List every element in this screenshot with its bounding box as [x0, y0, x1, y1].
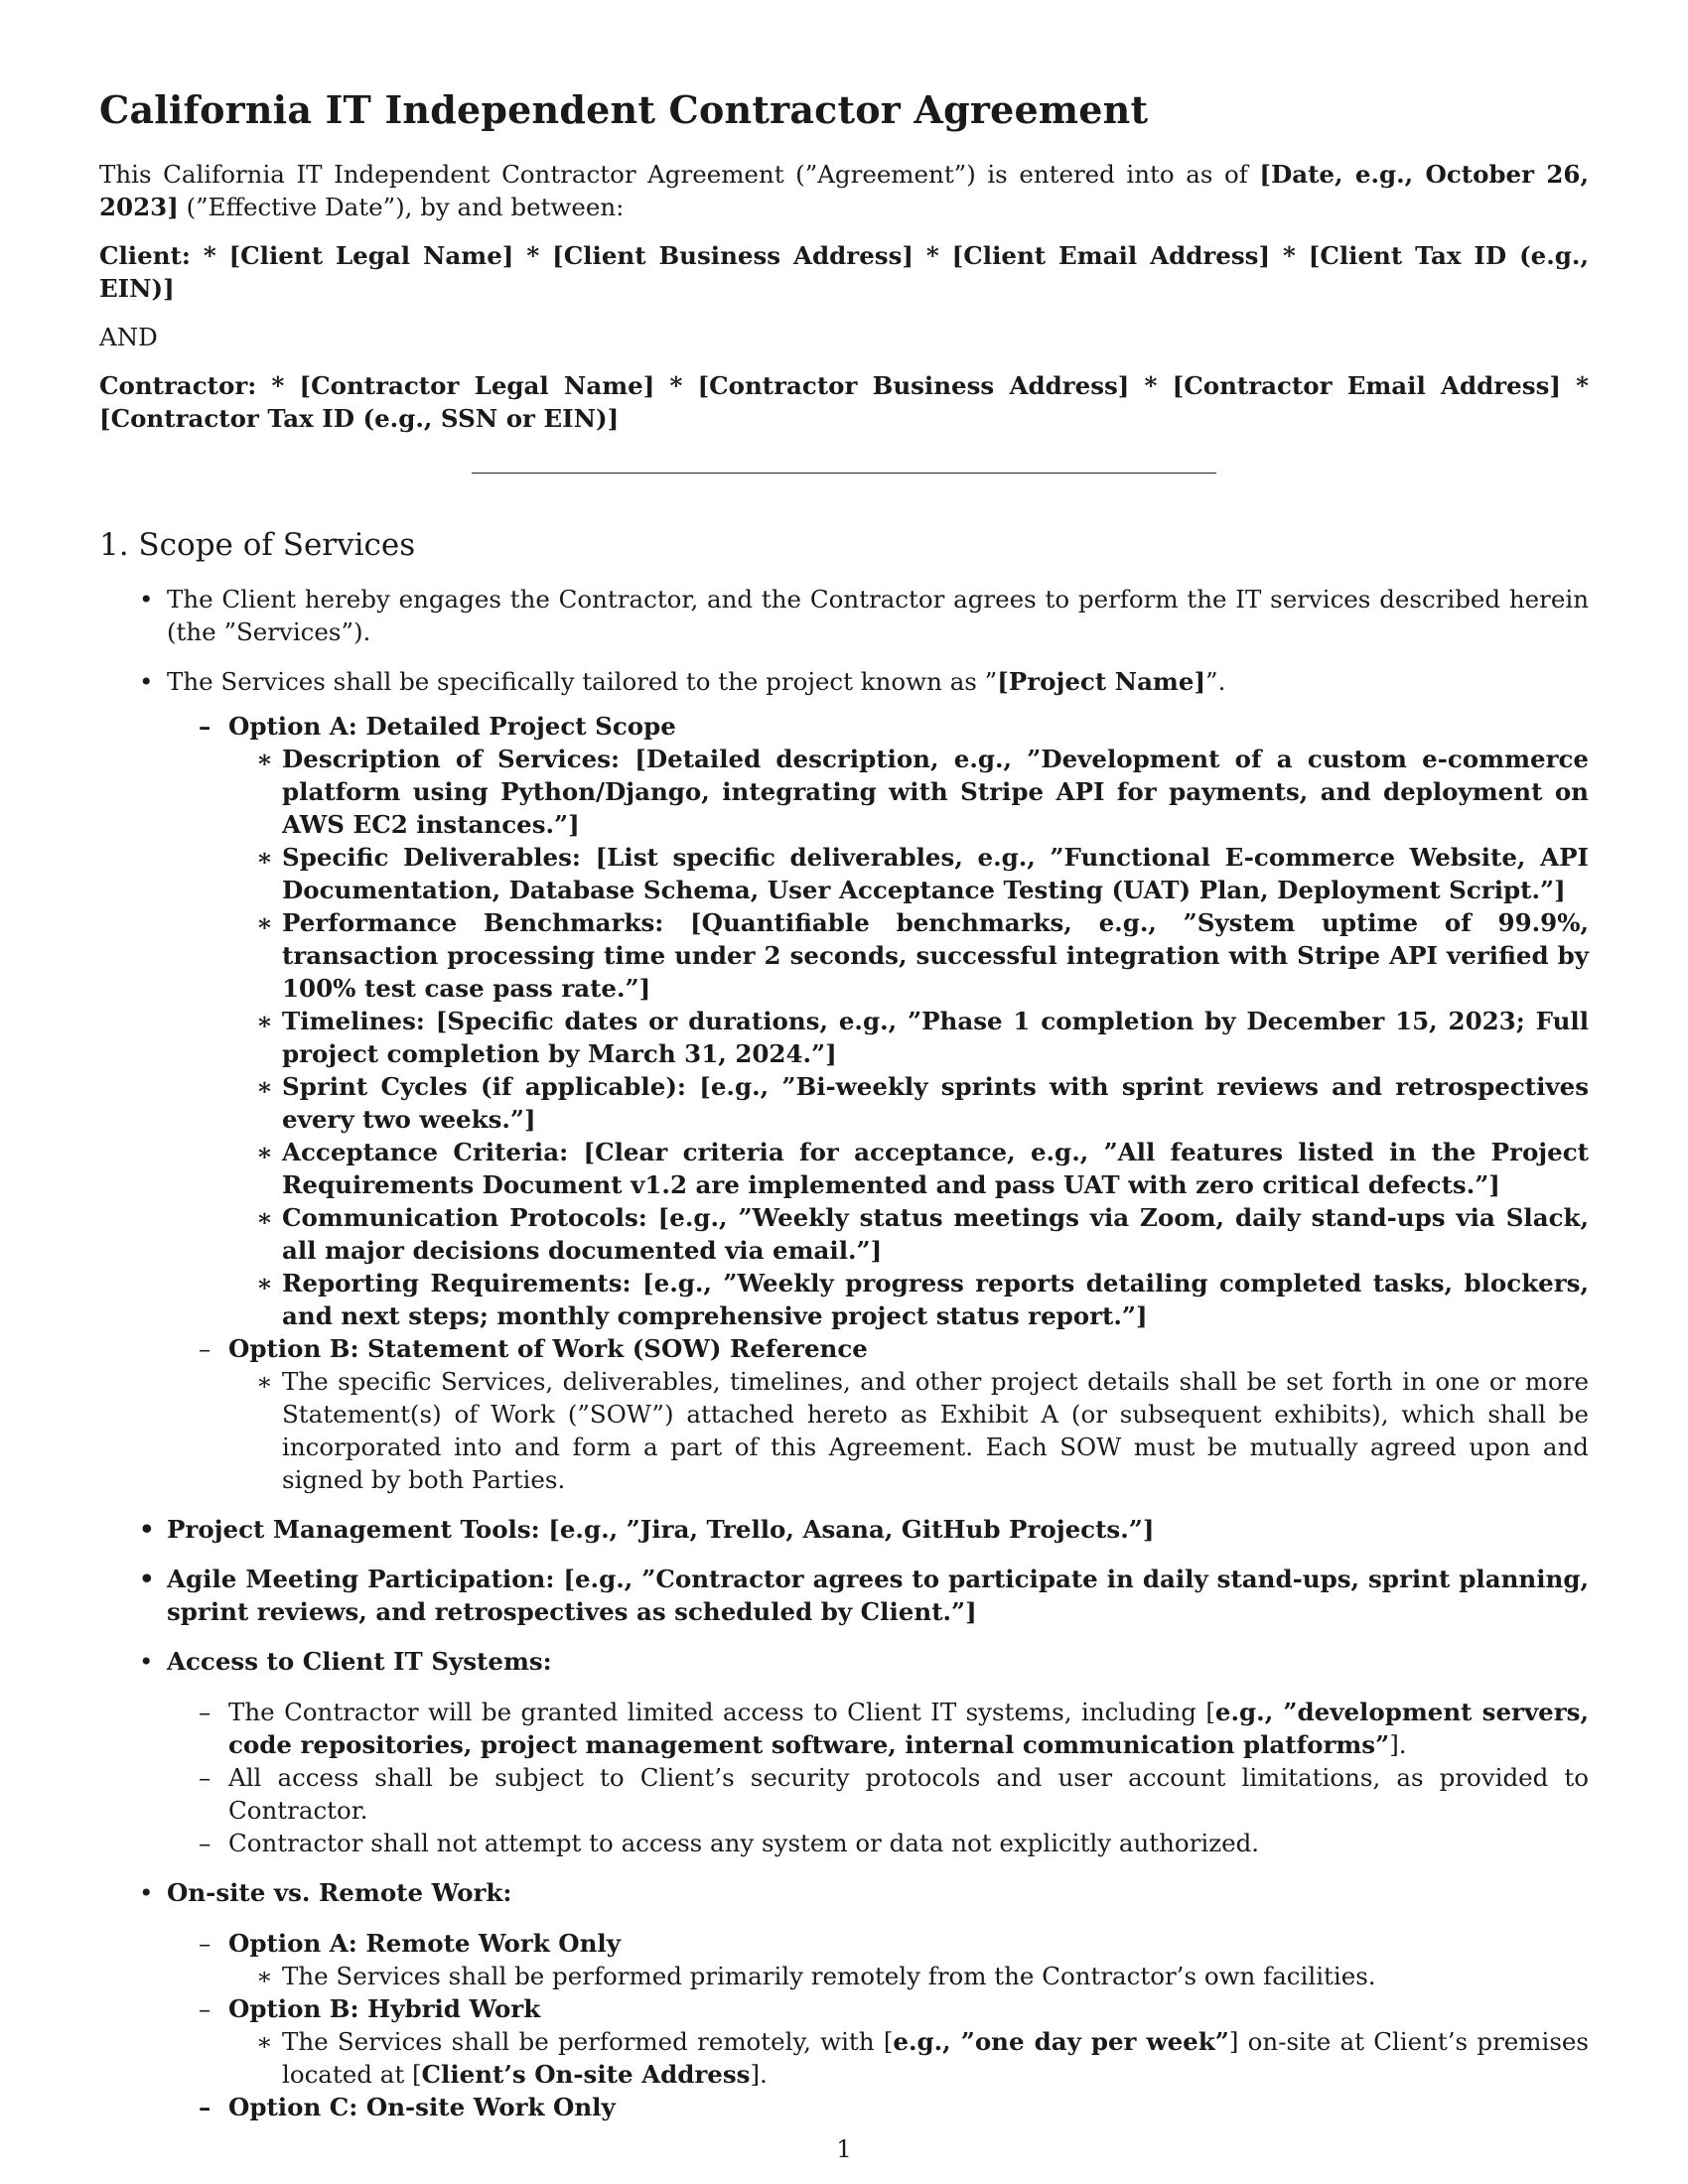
horizontal-rule: [472, 473, 1216, 474]
list-item: [228, 2025, 1589, 2091]
access-list: [167, 1696, 1589, 1859]
access-title: Access to Client IT Systems:: [167, 1647, 552, 1676]
onsite-option-b-title: Option B: Hybrid Work: [228, 1994, 541, 2023]
list-item: ∗ Performance Benchmarks: [Quantifiable benchmarks, e.g., ”System uptime of 99.9%, transaction processing time under 2 seconds, successful integration with Stripe API verified by 100% test case pass rate.”]: [228, 906, 1589, 1005]
hybrid-pre: The Services shall be performed remotely, with [: [282, 2027, 894, 2056]
onsite-title: On-site vs. Remote Work:: [167, 1878, 512, 1907]
engagement-text: The Client hereby engages the Contractor, and the Contractor agrees to perform the IT services described herein (the ”Services”).: [167, 585, 1589, 646]
list-item: ∗ Acceptance Criteria: [Clear criteria for acceptance, e.g., ”All features listed in the Project Requirements Document v1.2 are implemented and pass UAT with zero critical defects.”]: [228, 1136, 1589, 1201]
list-item: ∗ Timelines: [Specific dates or durations, e.g., ”Phase 1 completion by December 15, 2023; Full project completion by March 31, 2024.”]: [228, 1005, 1589, 1070]
option-a-remote: [167, 1927, 1589, 1992]
list-item: ∗ Reporting Requirements: [e.g., ”Weekly progress reports detailing completed tasks, blockers, and next steps; monthly comprehensive project status report.”]: [228, 1267, 1589, 1332]
list-item: [99, 1876, 1589, 2123]
list-item: [99, 1645, 1589, 1859]
intro-tail: (”Effective Date”), by and between:: [178, 193, 625, 221]
scope-list: [99, 583, 1589, 2123]
list-item: ∗ Description of Services: [Detailed description, e.g., ”Development of a custom e-commerce platform using Python/Django, integrating with Stripe API for payments, and deployment on AWS EC2 instances.”]: [228, 743, 1589, 841]
section-title-scope: 1. Scope of Services: [99, 527, 416, 563]
contractor-block: Contractor: * [Contractor Legal Name] * [Contractor Business Address] * [Contractor Email Address] * [Contractor Tax ID (e.g., SSN or EIN)]: [99, 371, 1589, 433]
project-pre: The Services shall be specifically tailored to the project known as ”: [167, 667, 998, 696]
onsite-option-a-title: Option A: Remote Work Only: [228, 1929, 621, 1958]
and-separator: AND: [99, 323, 158, 351]
option-b-title: Option B: Statement of Work (SOW) Reference: [228, 1334, 868, 1363]
page-number: 1: [836, 2134, 852, 2163]
project-name-placeholder: [Project Name]: [997, 667, 1206, 696]
option-b-details: [228, 1365, 1589, 1496]
list-item: – Contractor shall not attempt to access any system or data not explicitly authorized.: [167, 1827, 1589, 1859]
option-b-hybrid: [167, 1992, 1589, 2091]
intro-text: This California IT Independent Contractor Agreement (”Agreement”) is entered into as of: [99, 160, 1260, 189]
list-item: – All access shall be subject to Client’s security protocols and user account limitations, as provided to Contractor.: [167, 1761, 1589, 1827]
list-item: ∗ The Services shall be performed primarily remotely from the Contractor’s own facilities.: [228, 1960, 1589, 1992]
list-item: • Agile Meeting Participation: [e.g., ”Contractor agrees to participate in daily stand-ups, sprint planning, sprint reviews, and retrospectives as scheduled by Client.”]: [99, 1563, 1589, 1628]
onsite-option-a-details: [228, 1960, 1589, 1992]
client-block: Client: * [Client Legal Name] * [Client Business Address] * [Client Email Address] * [Client Tax ID (e.g., EIN)]: [99, 241, 1589, 303]
document-title: California IT Independent Contractor Agreement: [99, 87, 1149, 132]
list-item: ∗ Communication Protocols: [e.g., ”Weekly status meetings via Zoom, daily stand-ups via Slack, all major decisions documented via email.”]: [228, 1201, 1589, 1267]
list-item: [99, 665, 1589, 1496]
effective-date-placeholder: [Date, e.g., October 26, 2023]: [99, 160, 1589, 221]
project-options-list: [167, 710, 1589, 1496]
list-item: [167, 1696, 1589, 1761]
list-item: • Project Management Tools: [e.g., ”Jira, Trello, Asana, GitHub Projects.”]: [99, 1513, 1589, 1546]
option-a-title: Option A: Detailed Project Scope: [228, 712, 676, 741]
list-item: ∗ The specific Services, deliverables, timelines, and other project details shall be set forth in one or more Statement(s) of Work (”SOW”) attached hereto as Exhibit A (or subsequent exhibits), which shall be incorporated into and form a part of this Agreement. Each SOW must be mutually agreed upon and signed by both Parties.: [228, 1365, 1589, 1496]
list-item: [99, 583, 1589, 648]
onsite-list: [167, 1927, 1589, 2123]
hybrid-mid: ] on-site at Client’s premises located at [: [282, 2027, 1590, 2089]
onsite-address-placeholder: Client’s On-site Address: [421, 2060, 751, 2089]
access-item1-pre: The Contractor will be granted limited access to Client IT systems, including [: [228, 1698, 1215, 1726]
onsite-option-b-details: [228, 2025, 1589, 2091]
option-b-item: [167, 1332, 1589, 1496]
option-a-details: [228, 743, 1589, 1332]
intro-paragraph: [99, 158, 1589, 223]
project-post: ”.: [1205, 667, 1226, 696]
access-item1-post: ].: [1389, 1730, 1407, 1759]
hybrid-frequency-placeholder: e.g., ”one day per week”: [893, 2027, 1229, 2056]
hybrid-post: ].: [750, 2060, 768, 2089]
access-item1-bold: e.g., ”development servers, code repositories, project management software, internal communication platforms”: [228, 1698, 1589, 1759]
option-c-onsite: [167, 2091, 1589, 2123]
list-item: ∗ Specific Deliverables: [List specific deliverables, e.g., ”Functional E-commerce Website, API Documentation, Database Schema, User Acceptance Testing (UAT) Plan, Deployment Script.”]: [228, 841, 1589, 906]
document-page: [99, 87, 1589, 2140]
onsite-option-c-title: Option C: On-site Work Only: [228, 2093, 616, 2121]
option-a-item: [167, 710, 1589, 1332]
list-item: ∗ Sprint Cycles (if applicable): [e.g., ”Bi-weekly sprints with sprint reviews and retrospectives every two weeks.”]: [228, 1070, 1589, 1136]
